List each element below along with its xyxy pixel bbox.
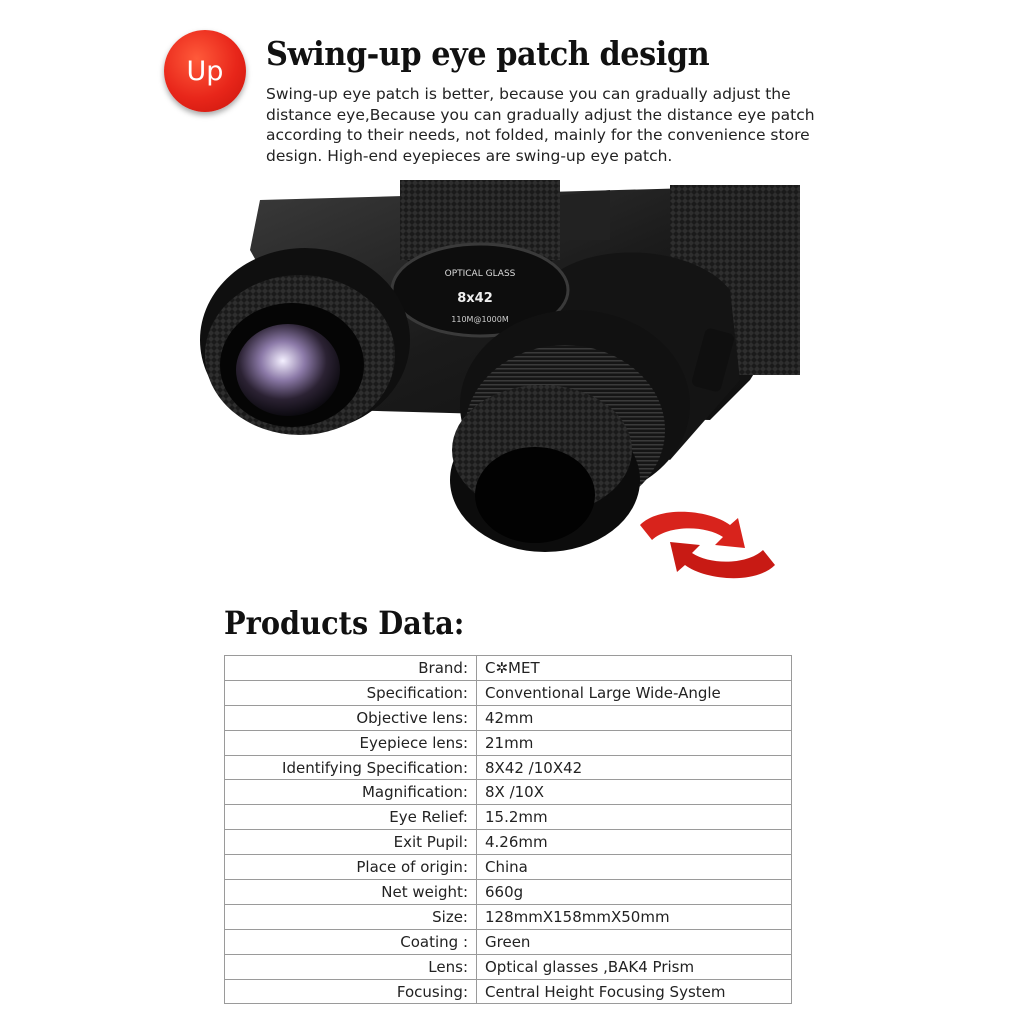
table-row — [225, 730, 792, 755]
table-row — [225, 929, 792, 954]
table-row — [225, 830, 792, 855]
spec-value: 21mm — [477, 730, 792, 755]
table-row — [225, 880, 792, 905]
binocular-eyepiece-photo — [190, 180, 830, 600]
knob-label-bottom: 110M@1000M — [451, 315, 509, 324]
spec-label: Lens: — [225, 954, 477, 979]
spec-value: Central Height Focusing System — [477, 979, 792, 1004]
spec-value: C✲MET — [477, 656, 792, 681]
products-data-title: Products Data: — [224, 604, 465, 642]
spec-value: Optical glasses ,BAK4 Prism — [477, 954, 792, 979]
spec-value: 15.2mm — [477, 805, 792, 830]
table-row — [225, 755, 792, 780]
knob-label-center: 8x42 — [457, 291, 493, 306]
table-row — [225, 954, 792, 979]
spec-label: Net weight: — [225, 880, 477, 905]
badge-label: Up — [186, 55, 224, 87]
spec-label: Size: — [225, 904, 477, 929]
spec-label: Objective lens: — [225, 705, 477, 730]
spec-value: China — [477, 855, 792, 880]
spec-value: Green — [477, 929, 792, 954]
spec-label: Identifying Specification: — [225, 755, 477, 780]
table-row — [225, 680, 792, 705]
table-row — [225, 805, 792, 830]
spec-value: 8X /10X — [477, 780, 792, 805]
spec-value: 4.26mm — [477, 830, 792, 855]
table-row — [225, 904, 792, 929]
spec-label: Place of origin: — [225, 855, 477, 880]
table-row — [225, 780, 792, 805]
spec-label: Brand: — [225, 656, 477, 681]
focus-knob — [392, 180, 568, 336]
spec-value: 660g — [477, 880, 792, 905]
spec-label: Eyepiece lens: — [225, 730, 477, 755]
spec-label: Specification: — [225, 680, 477, 705]
section-title: Swing-up eye patch design — [266, 34, 710, 73]
spec-value: Conventional Large Wide-Angle — [477, 680, 792, 705]
spec-label: Coating : — [225, 929, 477, 954]
spec-value: 8X42 /10X42 — [477, 755, 792, 780]
spec-label: Exit Pupil: — [225, 830, 477, 855]
up-badge — [164, 30, 246, 112]
table-row — [225, 855, 792, 880]
spec-label: Focusing: — [225, 979, 477, 1004]
spec-label: Magnification: — [225, 780, 477, 805]
table-row — [225, 656, 792, 681]
table-row — [225, 705, 792, 730]
rotation-arrows-icon — [640, 512, 775, 578]
spec-value: 42mm — [477, 705, 792, 730]
knob-label-top: OPTICAL GLASS — [444, 269, 516, 279]
table-row — [225, 979, 792, 1004]
section-description: Swing-up eye patch is better, because you can gradually adjust the distance eye,Because you can gradually adjust the distance eye patch according to their needs, not folded, mainly for the convenience store design. High-end eyepieces are swing-up eye patch. — [266, 85, 815, 165]
spec-label: Eye Relief: — [225, 805, 477, 830]
right-eyepiece — [450, 310, 690, 552]
products-data-table — [224, 655, 792, 1004]
spec-value: 128mmX158mmX50mm — [477, 904, 792, 929]
